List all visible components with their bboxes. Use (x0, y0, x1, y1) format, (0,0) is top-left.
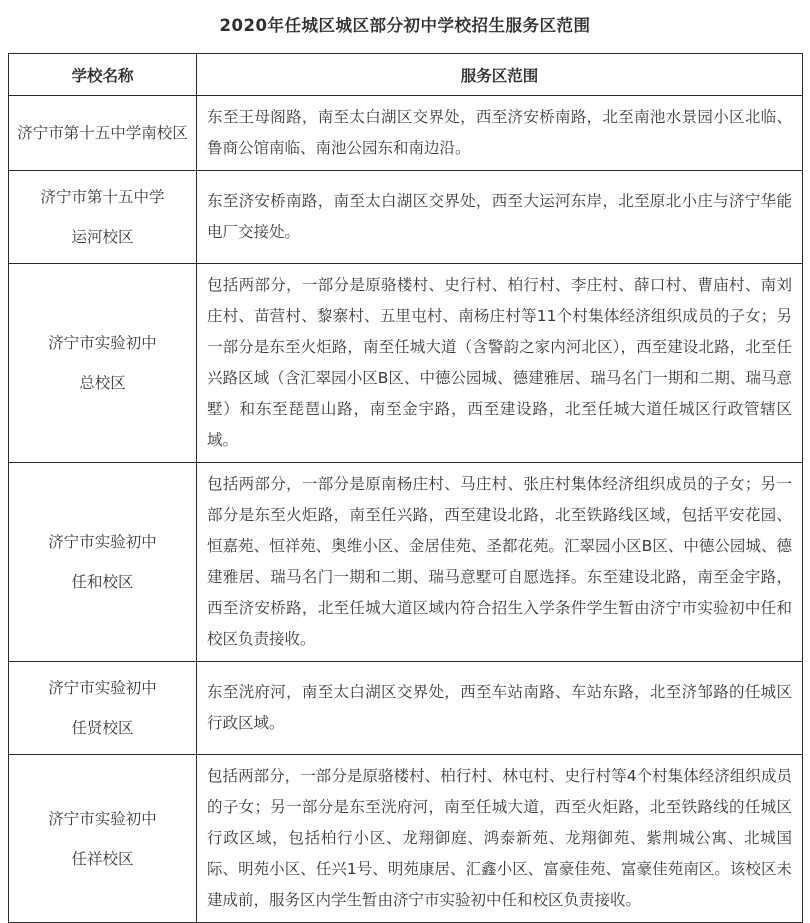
table-header-row (9, 54, 803, 96)
school-name-cell (9, 755, 197, 923)
table-row (9, 662, 803, 755)
school-name-line: 任贤校区 (71, 719, 134, 737)
school-name-line: 济宁市实验初中 (48, 679, 157, 697)
school-name-cell (9, 662, 197, 755)
service-area-cell: 东至王母阁路，南至太白湖区交界处，西至济安桥南路，北至南池水景园小区北临、鲁商公馆南临、南池公园东和南边沿。 (197, 96, 803, 171)
school-name-cell (9, 463, 197, 662)
service-area-cell: 包括两部分，一部分是原南杨庄村、马庄村、张庄村集体经济组织成员的子女；另一部分是东至火炬路，南至任兴路，西至建设北路，北至铁路线区域，包括平安花园、恒嘉苑、恒祥苑、奥维小区、金居佳苑、圣都花苑。汇翠园小区B区、中德公园城、德建雅居、瑞马名门一期和二期、瑞马意墅可自愿选择。东至建设北路，南至金宇路，西至济安桥路，北至任城大道区域内符合招生入学条件学生暂由济宁市实验初中任和校区负责接收。 (197, 463, 803, 662)
school-name-line: 总校区 (79, 374, 126, 392)
service-area-table (8, 53, 803, 923)
table-row (9, 171, 803, 264)
school-name-line: 济宁市第十五中学 (40, 188, 165, 206)
school-name-cell (9, 96, 197, 171)
table-row (9, 264, 803, 463)
school-name-line: 济宁市实验初中 (48, 809, 157, 828)
school-name-line: 任和校区 (71, 573, 134, 591)
service-area-cell: 东至济安桥南路，南至太白湖区交界处，西至大运河东岸，北至原北小庄与济宁华能电厂交接处。 (197, 171, 803, 264)
header-service-area: 服务区范围 (197, 54, 803, 96)
school-name-line: 济宁市实验初中 (48, 334, 157, 352)
school-name-line: 任祥校区 (71, 849, 134, 868)
school-name-line: 运河校区 (71, 228, 134, 246)
page-title: 2020年任城区城区部分初中学校招生服务区范围 (219, 16, 591, 35)
header-school-name: 学校名称 (9, 54, 197, 96)
table-row (9, 755, 803, 923)
service-area-cell: 东至洸府河，南至太白湖区交界处，西至车站南路、车站东路，北至济邹路的任城区行政区域。 (197, 662, 803, 755)
table-row (9, 96, 803, 171)
table-row (9, 463, 803, 662)
school-name-line: 济宁市实验初中 (48, 533, 157, 551)
school-name-cell (9, 171, 197, 264)
service-area-cell: 包括两部分，一部分是原骆楼村、史行村、柏行村、李庄村、薛口村、曹庙村、南刘庄村、苗营村、黎寨村、五里屯村、南杨庄村等11个村集体经济组织成员的子女；另一部分是东至火炬路，南至任城大道（含警韵之家内河北区），西至建设北路，北至任兴路区域（含汇翠园小区B区、中德公园城、德建雅居、瑞马名门一期和二期、瑞马意墅）和东至琵琶山路，南至金宇路，西至建设路，北至任城大道任城区行政管辖区域。 (197, 264, 803, 463)
school-name-cell (9, 264, 197, 463)
school-name-line: 济宁市第十五中学南校区 (17, 124, 188, 142)
service-area-cell: 包括两部分，一部分是原骆楼村、柏行村、林屯村、史行村等4个村集体经济组织成员的子女；另一部分是东至洸府河，南至任城大道，西至火炬路，北至铁路线的任城区行政区域，包括柏行小区、龙翔御庭、鸿泰新苑、龙翔御苑、紫荆城公寓、北城国际、明苑小区、任兴1号、明苑康居、汇鑫小区、富豪佳苑、富豪佳苑南区。该校区未建成前，服务区内学生暂由济宁市实验初中任和校区负责接收。 (197, 755, 803, 923)
